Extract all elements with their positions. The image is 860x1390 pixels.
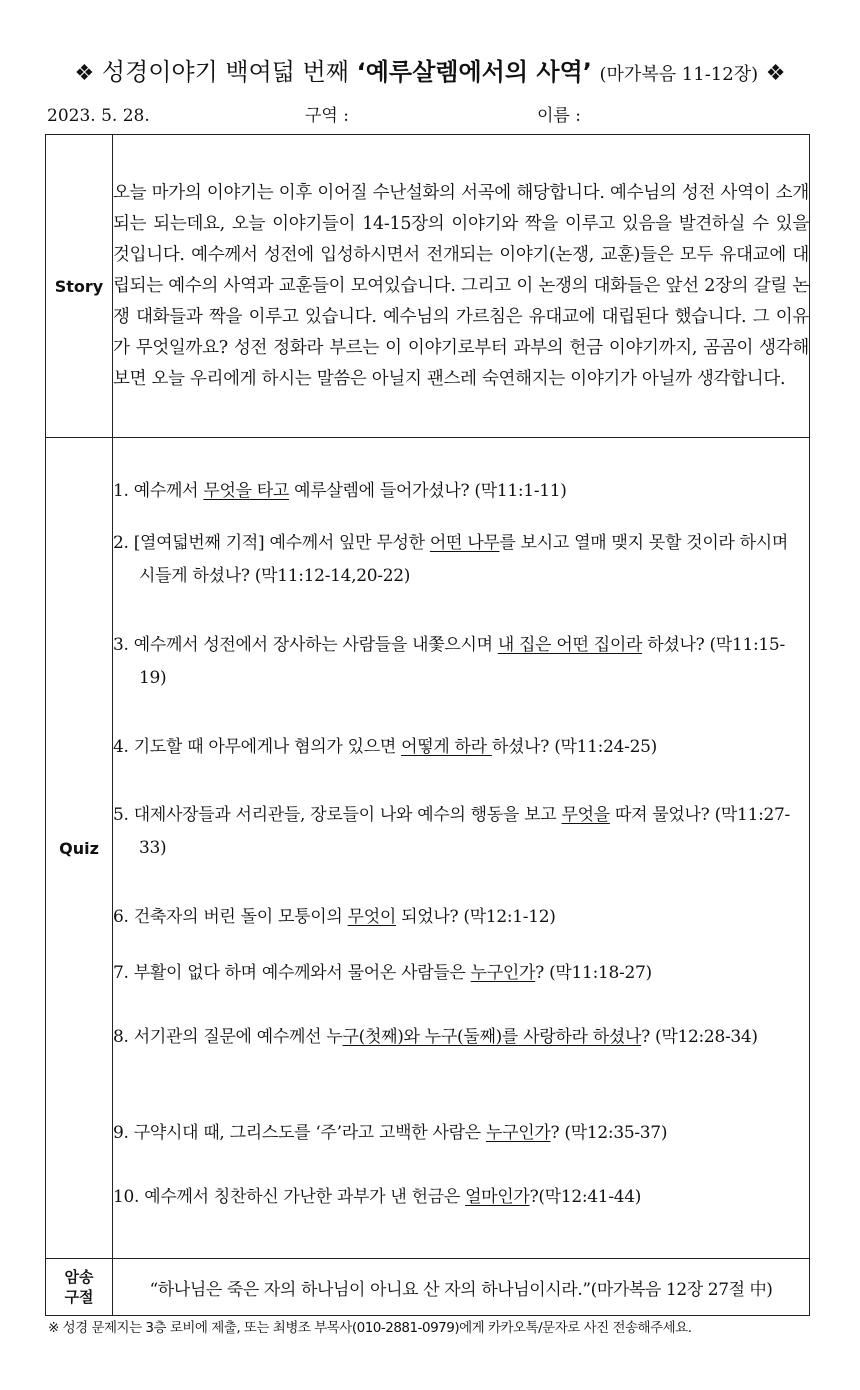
quiz-list [113,438,810,1259]
story-label: Story [46,135,113,438]
quiz-item-9: 9. 구약시대 때, 그리스도를 ‘주’라고 고백한 사람은 누구인가? (막12:35-37) [113,1123,668,1143]
page-title [0,55,860,92]
title-reference: (마가복음 11-12장) [599,64,759,85]
story-row [46,135,810,438]
diamond-bullet-icon: ❖ [74,61,95,86]
worksheet-table [45,134,810,1316]
title-bold: ‘예루살렘에서의 사역’ [356,58,592,86]
quiz-item-10: 10. 예수께서 칭찬하신 가난한 과부가 낸 헌금은 얼마인가?(막12:41-44) [113,1187,642,1207]
quiz-item-4: 4. 기도할 때 아무에게나 혐의가 있으면 어떻게 하라 하셨나? (막11:24-25) [113,737,657,757]
verse-label: 암송 구절 [46,1259,113,1316]
title-main: 성경이야기 백여덟 번째 [101,58,349,86]
quiz-item-5: 5. 대제사장들과 서리관들, 장로들이 나와 예수의 행동을 보고 무엇을 따져 물었나? (막11:27-33) [113,805,790,858]
district-label: 구역 : [305,106,349,126]
quiz-label: Quiz [46,438,113,1259]
quiz-row [46,438,810,1259]
quiz-item-3: 3. 예수께서 성전에서 장사하는 사람들을 내쫓으시며 내 집은 어떤 집이라 하셨나? (막11:15-19) [113,635,785,688]
quiz-item-1: 1. 예수께서 무엇을 타고 예루살렘에 들어가셨나? (막11:1-11) [113,481,567,501]
quiz-item-6: 6. 건축자의 버린 돌이 모퉁이의 무엇이 되었나? (막12:1-12) [113,907,556,927]
story-text: 오늘 마가의 이야기는 이후 이어질 수난설화의 서곡에 해당합니다. 예수님의 성전 사역이 소개되는 되는데요, 오늘 이야기들이 14-15장의 이야기와 짝을 이루고 있음을 발견하실 수 있을 것입니다. 예수께서 성전에 입성하시면서 전개되는 이야기(논쟁, 교훈)들은 모두 유대교에 대립되는 예수의 사역과 교훈들이 모여있습니다. 그리고 이 논쟁의 대화들은 앞선 2장의 갈릴 논쟁 대화들과 짝을 이루고 있습니다. 예수님의 가르침은 유대교에 대립된다 했습니다. 그 이유가 무엇일까요? 성전 정화라 부르는 이 이야기로부터 과부의 헌금 이야기까지, 곰곰이 생각해 보면 오늘 우리에게 하시는 말씀은 아닐지 괜스레 숙연해지는 이야기가 아닐까 생각합니다. [113,135,810,438]
date-text: 2023. 5. 28. [47,106,150,126]
name-label: 이름 : [537,106,581,126]
quiz-item-2: 2. [열여덟번째 기적] 예수께서 잎만 무성한 어떤 나무를 보시고 열매 맺지 못할 것이라 하시며 시들게 하셨나? (막11:12-14,20-22) [113,533,789,586]
memory-verse-text: “하나님은 죽은 자의 하나님이 아니요 산 자의 하나님이시라.”(마가복음 12장 27절 中) [113,1259,810,1316]
diamond-bullet-icon: ❖ [765,61,786,86]
footer-note: ※ 성경 문제지는 3층 로비에 제출, 또는 최병조 부목사(010-2881-0979)에게 카카오톡/문자로 사진 전송해주세요. [48,1320,692,1336]
verse-row [46,1259,810,1316]
quiz-item-8: 8. 서기관의 질문에 예수께선 누구(첫째)와 누구(둘째)를 사랑하라 하셨나? (막12:28-34) [113,1027,758,1047]
quiz-item-7: 7. 부활이 없다 하며 예수께와서 물어온 사람들은 누구인가? (막11:18-27) [113,963,652,983]
